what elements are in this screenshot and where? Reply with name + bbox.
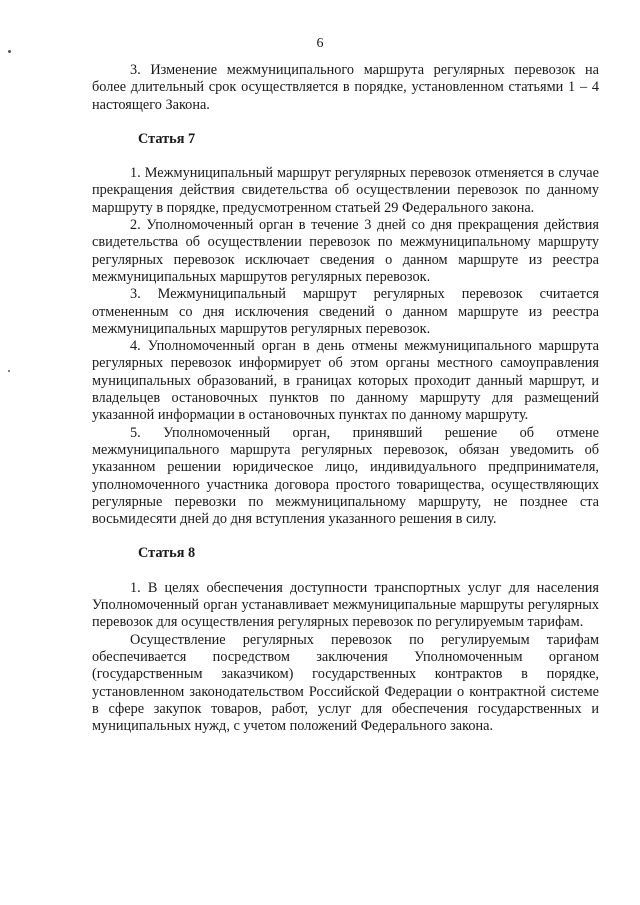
scan-speck (8, 50, 11, 53)
article-7-heading: Статья 7 (138, 130, 196, 147)
paragraph: 4. Уполномоченный орган в день отмены межмуниципального маршрута регулярных перевозок информирует об этом органы местного самоуправления муниципальных образований, в границах которых проходит данный маршрут, и владельцев остановочных пунктов по данному маршруту для размещений указанной информации в остановочных пунктах по данному маршруту. (92, 338, 599, 424)
paragraph: 3. Межмуниципальный маршрут регулярных перевозок считается отмененным со дня исключения сведений о данном маршруте из реестра межмуниципальных маршрутов регулярных перевозок. (92, 286, 599, 337)
scan-speck (8, 370, 10, 372)
article-8-heading: Статья 8 (138, 545, 196, 562)
paragraph: 1. В целях обеспечения доступности транспортных услуг для населения Уполномоченный орган устанавливает межмуниципальные маршруты регулярных перевозок для осуществления регулярных перевозок по регулируемым тарифам. (92, 579, 599, 631)
paragraph: 1. Межмуниципальный маршрут регулярных перевозок отменяется в случае прекращения действия свидетельства об осуществлении перевозок по данному маршруту в порядке, предусмотренном статьей 29 Федерального закона. (92, 165, 599, 216)
paragraph: 3. Изменение межмуниципального маршрута регулярных перевозок на более длительный срок осуществляется в порядке, установленном статьями 1 – 4 настоящего Закона. (92, 62, 599, 113)
paragraph: Осуществление регулярных перевозок по регулируемым тарифам обеспечивается посредством заключения Уполномоченным органом (государственным заказчиком) государственных контрактов в порядке, установленном законодательством Российской Федерации о контрактной системе в сфере закупок товаров, работ, услуг для обеспечения государственных и муниципальных нужд, с учетом положений Федерального закона. (92, 631, 599, 735)
paragraph: 2. Уполномоченный орган в течение 3 дней со дня прекращения действия свидетельства об осуществлении перевозок по межмуниципальному маршруту регулярных перевозок исключает сведения о данном маршруте из реестра межмуниципальных маршрутов регулярных перевозок. (92, 217, 599, 285)
page-number: 6 (316, 36, 324, 51)
document-body (92, 62, 599, 735)
paragraph: 5. Уполномоченный орган, принявший решение об отмене межмуниципального маршрута регулярных перевозок, обязан уведомить об указанном решении юридическое лицо, индивидуального предпринимателя, уполномоченного участника договора простого товарищества, осуществляющих регулярные перевозки по межмуниципальному маршруту, не позднее ста восьмидесяти дней до дня вступления указанного решения в силу. (92, 424, 599, 528)
